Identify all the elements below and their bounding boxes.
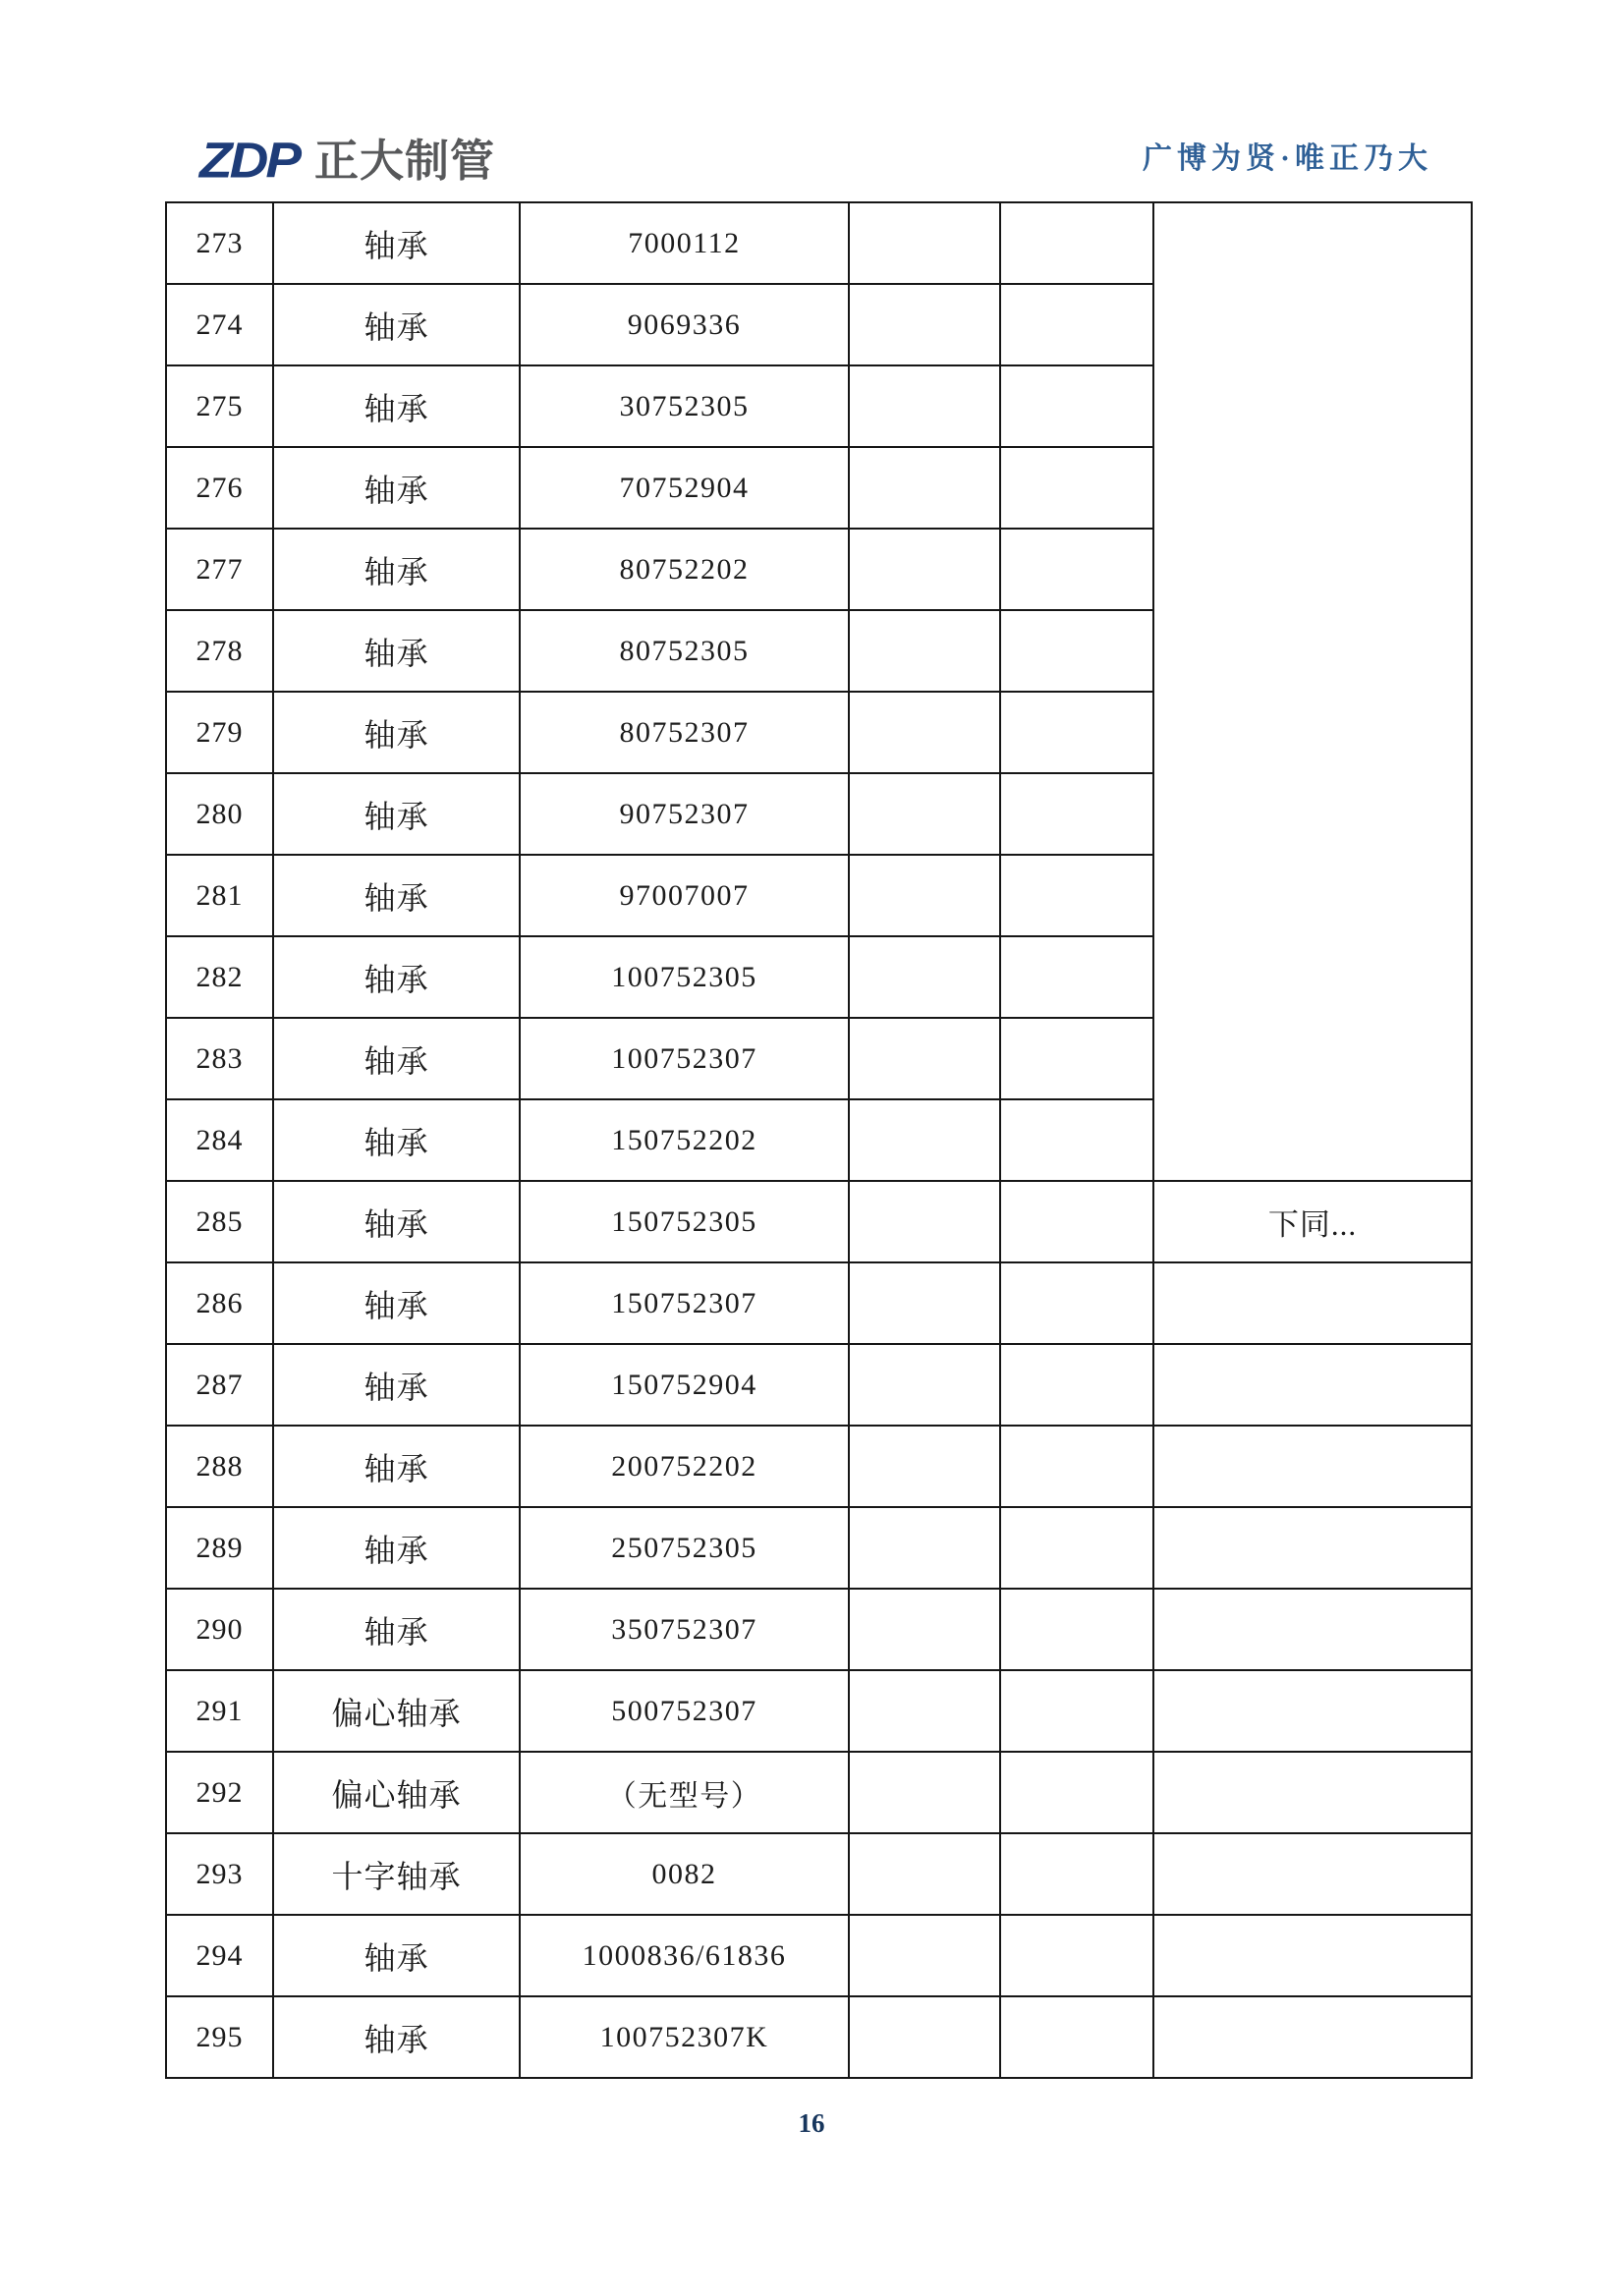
remark-cell [1153, 1426, 1472, 1507]
company-logo [199, 134, 495, 188]
empty-cell-1 [849, 610, 1000, 692]
parts-table [165, 201, 1473, 2079]
empty-cell-1 [849, 1344, 1000, 1426]
model-cell: 70752904 [520, 447, 849, 529]
part-name-cell: 轴承 [273, 692, 520, 773]
remark-cell [1153, 1507, 1472, 1589]
part-name-cell: 轴承 [273, 773, 520, 855]
empty-cell-1 [849, 1262, 1000, 1344]
part-name-cell: 轴承 [273, 1915, 520, 1996]
part-name-cell: 轴承 [273, 447, 520, 529]
row-number-cell: 277 [166, 529, 273, 610]
empty-cell-2 [1000, 1833, 1153, 1915]
table-row [166, 1833, 1472, 1915]
part-name-cell: 轴承 [273, 1344, 520, 1426]
empty-cell-2 [1000, 1915, 1153, 1996]
row-number-cell: 276 [166, 447, 273, 529]
row-number-cell: 288 [166, 1426, 273, 1507]
model-cell: 100752307 [520, 1018, 849, 1099]
model-cell: 150752904 [520, 1344, 849, 1426]
model-cell: 500752307 [520, 1670, 849, 1752]
remark-cell [1153, 1915, 1472, 1996]
model-cell: 150752305 [520, 1181, 849, 1262]
empty-cell-2 [1000, 1589, 1153, 1670]
part-name-cell: 轴承 [273, 1018, 520, 1099]
row-number-cell: 289 [166, 1507, 273, 1589]
empty-cell-2 [1000, 610, 1153, 692]
part-name-cell: 轴承 [273, 1589, 520, 1670]
remark-cell: 下同... [1153, 1181, 1472, 1262]
empty-cell-2 [1000, 1344, 1153, 1426]
row-number-cell: 275 [166, 365, 273, 447]
empty-cell-1 [849, 692, 1000, 773]
part-name-cell: 轴承 [273, 936, 520, 1018]
empty-cell-1 [849, 284, 1000, 365]
empty-cell-1 [849, 1181, 1000, 1262]
empty-cell-2 [1000, 1752, 1153, 1833]
table-row [166, 1670, 1472, 1752]
empty-cell-2 [1000, 284, 1153, 365]
part-name-cell: 轴承 [273, 365, 520, 447]
row-number-cell: 284 [166, 1099, 273, 1181]
empty-cell-1 [849, 1018, 1000, 1099]
company-name-text: 正大制管 [314, 136, 496, 186]
model-cell: 0082 [520, 1833, 849, 1915]
part-name-cell: 轴承 [273, 284, 520, 365]
empty-cell-2 [1000, 1507, 1153, 1589]
empty-cell-1 [849, 202, 1000, 284]
table-row [166, 1507, 1472, 1589]
remark-cell [1153, 1262, 1472, 1344]
remark-cell [1153, 1752, 1472, 1833]
empty-cell-2 [1000, 1018, 1153, 1099]
empty-cell-2 [1000, 1996, 1153, 2078]
model-cell: 250752305 [520, 1507, 849, 1589]
row-number-cell: 287 [166, 1344, 273, 1426]
part-name-cell: 偏心轴承 [273, 1752, 520, 1833]
model-cell: 9069336 [520, 284, 849, 365]
model-cell: 150752202 [520, 1099, 849, 1181]
empty-cell-2 [1000, 202, 1153, 284]
model-cell: 100752307K [520, 1996, 849, 2078]
model-cell: 80752305 [520, 610, 849, 692]
model-cell: 200752202 [520, 1426, 849, 1507]
empty-cell-1 [849, 529, 1000, 610]
row-number-cell: 280 [166, 773, 273, 855]
row-number-cell: 273 [166, 202, 273, 284]
zdp-logo-text: ZDP [199, 132, 299, 189]
empty-cell-2 [1000, 365, 1153, 447]
merged-remark-cell [1153, 202, 1472, 1181]
empty-cell-1 [849, 936, 1000, 1018]
remark-cell [1153, 1996, 1472, 2078]
remark-cell [1153, 1833, 1472, 1915]
model-cell: 7000112 [520, 202, 849, 284]
table-row [166, 1996, 1472, 2078]
row-number-cell: 292 [166, 1752, 273, 1833]
remark-cell [1153, 1670, 1472, 1752]
table-row [166, 1262, 1472, 1344]
model-cell: （无型号） [520, 1752, 849, 1833]
empty-cell-1 [849, 1507, 1000, 1589]
empty-cell-1 [849, 1670, 1000, 1752]
empty-cell-2 [1000, 1181, 1153, 1262]
part-name-cell: 轴承 [273, 1181, 520, 1262]
row-number-cell: 286 [166, 1262, 273, 1344]
row-number-cell: 279 [166, 692, 273, 773]
table-row [166, 202, 1472, 284]
remark-cell [1153, 1589, 1472, 1670]
empty-cell-1 [849, 1996, 1000, 2078]
part-name-cell: 十字轴承 [273, 1833, 520, 1915]
table-row [166, 1915, 1472, 1996]
parts-table-body [166, 202, 1472, 2078]
empty-cell-2 [1000, 447, 1153, 529]
empty-cell-2 [1000, 692, 1153, 773]
empty-cell-2 [1000, 529, 1153, 610]
row-number-cell: 282 [166, 936, 273, 1018]
row-number-cell: 283 [166, 1018, 273, 1099]
empty-cell-2 [1000, 855, 1153, 936]
model-cell: 80752202 [520, 529, 849, 610]
row-number-cell: 293 [166, 1833, 273, 1915]
model-cell: 90752307 [520, 773, 849, 855]
page-number: 16 [798, 2108, 825, 2138]
model-cell: 30752305 [520, 365, 849, 447]
row-number-cell: 278 [166, 610, 273, 692]
model-cell: 150752307 [520, 1262, 849, 1344]
part-name-cell: 轴承 [273, 1507, 520, 1589]
part-name-cell: 轴承 [273, 529, 520, 610]
part-name-cell: 轴承 [273, 1996, 520, 2078]
row-number-cell: 274 [166, 284, 273, 365]
empty-cell-2 [1000, 1099, 1153, 1181]
part-name-cell: 偏心轴承 [273, 1670, 520, 1752]
empty-cell-1 [849, 1915, 1000, 1996]
empty-cell-2 [1000, 1670, 1153, 1752]
remark-cell [1153, 1344, 1472, 1426]
empty-cell-1 [849, 773, 1000, 855]
part-name-cell: 轴承 [273, 1262, 520, 1344]
table-row [166, 1752, 1472, 1833]
row-number-cell: 294 [166, 1915, 273, 1996]
table-row [166, 1589, 1472, 1670]
model-cell: 1000836/61836 [520, 1915, 849, 1996]
model-cell: 100752305 [520, 936, 849, 1018]
empty-cell-2 [1000, 1426, 1153, 1507]
part-name-cell: 轴承 [273, 855, 520, 936]
row-number-cell: 295 [166, 1996, 273, 2078]
row-number-cell: 290 [166, 1589, 273, 1670]
part-name-cell: 轴承 [273, 202, 520, 284]
model-cell: 350752307 [520, 1589, 849, 1670]
model-cell: 97007007 [520, 855, 849, 936]
company-slogan: 广博为贤·唯正乃大 [1143, 142, 1433, 175]
table-row [166, 1181, 1472, 1262]
model-cell: 80752307 [520, 692, 849, 773]
row-number-cell: 285 [166, 1181, 273, 1262]
empty-cell-1 [849, 1833, 1000, 1915]
empty-cell-1 [849, 855, 1000, 936]
empty-cell-1 [849, 365, 1000, 447]
empty-cell-1 [849, 1589, 1000, 1670]
empty-cell-2 [1000, 773, 1153, 855]
empty-cell-1 [849, 1099, 1000, 1181]
empty-cell-1 [849, 447, 1000, 529]
part-name-cell: 轴承 [273, 610, 520, 692]
part-name-cell: 轴承 [273, 1426, 520, 1507]
row-number-cell: 291 [166, 1670, 273, 1752]
empty-cell-2 [1000, 1262, 1153, 1344]
table-row [166, 1344, 1472, 1426]
empty-cell-1 [849, 1752, 1000, 1833]
row-number-cell: 281 [166, 855, 273, 936]
empty-cell-2 [1000, 936, 1153, 1018]
part-name-cell: 轴承 [273, 1099, 520, 1181]
table-row [166, 1426, 1472, 1507]
empty-cell-1 [849, 1426, 1000, 1507]
